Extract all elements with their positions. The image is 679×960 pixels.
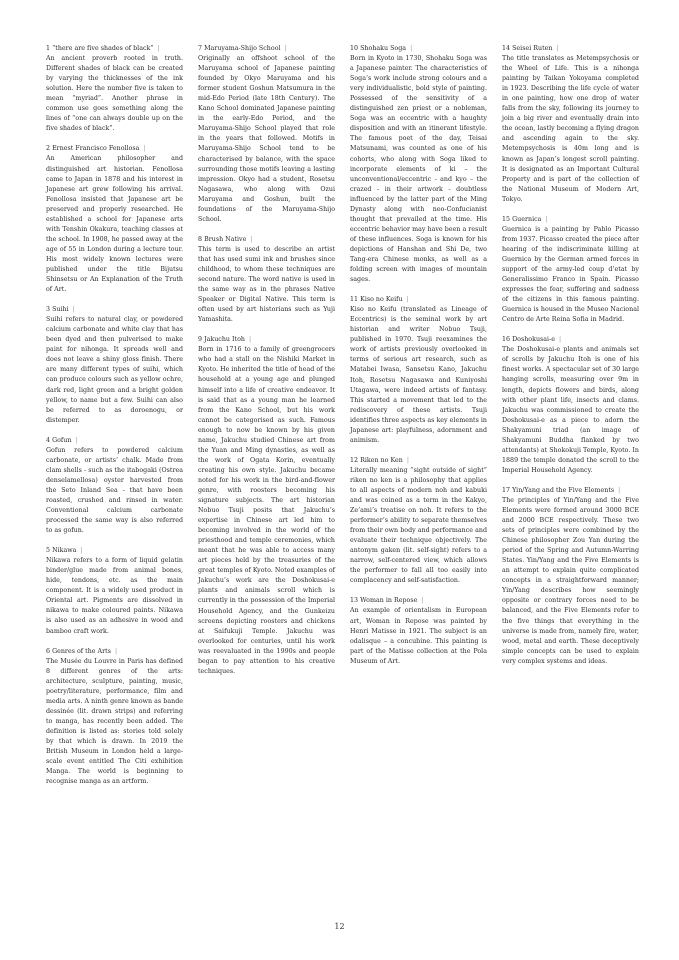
- entry-title: Brush Native: [204, 235, 247, 243]
- entry-separator: |: [72, 306, 75, 314]
- entry-title: Doshokusai-e: [512, 336, 555, 344]
- entry-heading: [46, 436, 183, 446]
- entry-number: 13: [350, 597, 359, 605]
- entry-number: 16: [502, 336, 511, 344]
- glossary-entry: [350, 456, 487, 587]
- entry-title: “there are five shades of black”: [52, 45, 154, 52]
- entry-number: 11: [350, 296, 359, 304]
- glossary-entry: [502, 44, 639, 205]
- entry-title: Riken no Ken: [360, 456, 403, 464]
- entry-separator: |: [559, 336, 562, 344]
- entry-separator: |: [250, 235, 253, 243]
- entry-heading: [46, 546, 183, 556]
- glossary-entry: [46, 436, 183, 536]
- entry-body: The Doshokusai-e plants and animals set of scrolls by Jakuchu Itoh is one of his finest works. A spectacular set of 30 large hanging scrolls, measuring over 9m in length, depicts flowers and birds, along with other plant life, insects and clams. Jakuchu was commissioned to create the Doshokusai-e as a piece to adorn the Shakyamuni triad (an image of Shakyamuni Buddha flanked by two attendants) at Shokokuji Temple, Kyoto. In 1889 the temple donated the scroll to the Imperial Household Agency.: [502, 346, 639, 474]
- entry-title: Genres of the Arts: [52, 647, 111, 655]
- glossary-columns: [46, 44, 639, 797]
- glossary-entry: [46, 144, 183, 295]
- entry-number: 12: [350, 456, 359, 464]
- glossary-entry: [502, 486, 639, 667]
- entry-separator: |: [545, 215, 548, 223]
- entry-number: 7: [198, 45, 203, 52]
- entry-number: 15: [502, 215, 511, 223]
- glossary-entry: [46, 647, 183, 788]
- entry-separator: |: [406, 296, 409, 304]
- entry-number: 10: [350, 45, 359, 52]
- entry-body: The principles of Yin/Yang and the Five Elements were formed around 3000 BCE and 2000 BCE respectively. These two sets of principles were combined by the Chinese philosopher Zou Yan during the period of the Spring and Autumn-Warring States. Yin/Yang and the Five Elements is an attempt to explain quite complicated concepts in a straightforward manner; Yin/Yang describes how seemingly opposite or contrary forces need to be balanced, and the Five Elements refer to the five things that everything in the universe is made from, namely fire, water, wood, metal and earth. These deceptively simple concepts can be used to explain very complex systems and ideas.: [502, 496, 639, 665]
- entry-number: 3: [46, 306, 51, 314]
- entry-heading: [502, 335, 639, 345]
- entry-heading: [502, 215, 639, 225]
- glossary-entry: [502, 335, 639, 476]
- glossary-entry: [350, 44, 487, 285]
- entry-body: An American philosopher and distinguished art historian. Fenollosa came to Japan in 1878 and his interest in Japanese art grew following his arrival. Fenollosa insisted that Japanese art be preserved and properly researched. He established a school for Japanese arts with Tenshin Okakura, teaching classes at the school. In 1908, he passed away at the age of 55 in London during a lecture tour. His most widely known lectures were published under the title Bijutsu Shinsetsu or An Explanation of the Truth of Art.: [46, 155, 183, 294]
- glossary-entry: [198, 335, 335, 677]
- entry-body: Kiso no Keifu (translated as Lineage of Eccentrics) is the seminal work by art historian and writer Nobuo Tsuji, published in 1970. Tsuji reexamines the work of artists previously overlooked in terms of serious art research, such as Matabei Iwasa, Sansetsu Kano, Jakuchu Itoh, Rosetsu Nagasawa and Kuniyoshi Utagawa, were indeed artists of fantasy. This started a movement that led to the rediscovery of these artists. Tsuji identifies three aspects as key elements in Japanese art: playfulness, adornment and animism.: [350, 306, 487, 444]
- entry-separator: |: [284, 45, 287, 52]
- entry-heading: [350, 295, 487, 305]
- entry-title: Guernica: [512, 215, 542, 223]
- glossary-entry: [46, 546, 183, 636]
- entry-separator: |: [410, 45, 413, 52]
- entry-heading: [502, 44, 639, 54]
- glossary-entry: [350, 295, 487, 446]
- entry-separator: |: [157, 45, 160, 52]
- entry-title: Ernest Francisco Fenollosa: [52, 145, 140, 153]
- entry-body: Literally meaning “sight outside of sight” riken no ken is a philosophy that applies to all aspects of modern noh and kabuki and was coined as a term in the Kakyo, Ze’ami’s treatise on noh. It refers to the performer’s ability to separate themselves from their own body and performance and evaluate their technique objectively. The antonym gaken (lit. self-sight) refers to a narrow, self-centered view, which allows the performer to fall all too easily into complacency and self-satisfaction.: [350, 466, 487, 585]
- entry-separator: |: [421, 597, 424, 605]
- entry-number: 8: [198, 235, 203, 243]
- glossary-column-4: [502, 44, 639, 797]
- entry-title: Yin/Yang and the Five Elements: [512, 486, 615, 494]
- entry-body: Born in 1716 to a family of greengrocers who had a stall on the Nishiki Market in Kyoto. He inherited the title of head of the household at a young age and plunged himself into a life of creative endeavor. It is said that as a young man he learned from the Kano School, but his work cannot be categorised as such. Famous enough to now be known by his given name, Jakuchu studied Chinese art from the Yuan and Ming dynasties, as well as the work of Ogata Korin, eventually creating his own style. Jakuchu became noted for his work in the bird-and-flower genre, with roosters becoming his signature subjects. The art historian Nobuo Tsuji posits that Jakuchu’s expertise in Chinese art led him to becoming involved in the world of the priesthood and temple ceremonies, which meant that he was able to access many art pieces held by the treasuries of the great temples of Kyoto. Noted examples of Jakuchu’s work are the Doshokusai-e plants and animals scroll which is currently in the possession of the Imperial Household Agency, and the Gunkeizu screens depicting roosters and chickens at Saifukuji Temple. Jakuchu was overlooked for centuries, until his work was reevaluated in the 1990s and people began to pay attention to his creative techniques.: [198, 346, 335, 675]
- entry-title: Jakuchu Itoh: [204, 336, 245, 344]
- entry-body: Nikawa refers to a form of liquid gelatin binder/glue made from animal bones, hide, tendons, etc. as the main component. It is a widely used product in Oriental art. Pigments are dissolved in nikawa to make coloured paints. Nikawa is also used as an adhesive in wood and bamboo craft work.: [46, 557, 183, 635]
- entry-body: Gofun refers to powdered calcium carbonate, or artists’ chalk. Made from clam shells - such as the itabogaki (Ostrea denselamellosa) oyster harvested from the Seto Inland Sea - that have been roasted, crushed and rinsed in water. Conventional calcium carbonate processed the same way is also referred to as gofun.: [46, 446, 183, 535]
- entry-number: 6: [46, 647, 51, 655]
- entry-heading: [350, 44, 487, 54]
- entry-title: Kiso no Keifu: [360, 296, 403, 304]
- entry-body: The title translates as Metempsychosis or the Wheel of Life. This is a nihonga painting by Taikan Yokoyama completed in 1923. Describing the life cycle of water in one painting, how one drop of water falls from the sky, following its journey to join a big river and eventually drain into the ocean, lastly becoming a flying dragon and ascending again to the sky. Metempsychosis is 40m long and is known as Japan’s longest scroll painting. It is designated as an Important Cultural Property and is part of the collection of the National Museum of Modern Art, Tokyo.: [502, 55, 639, 203]
- entry-separator: |: [143, 145, 146, 153]
- entry-body: Guernica is a painting by Pablo Picasso from 1937. Picasso created the piece after hearing of the indiscriminate killing at Guernica by the German armed forces in support of the army-led coup d’etat by Generalissimo Franco in Spain. Picasso expresses the fear, suffering and sadness of the citizens in this famous painting. Guernica is housed in the Museo Nacional Centro de Arte Reina Sofia in Madrid.: [502, 225, 639, 324]
- entry-title: Shohaku Soga: [360, 45, 407, 52]
- entry-heading: [198, 44, 335, 54]
- page-number: 12: [334, 922, 345, 931]
- entry-separator: |: [406, 456, 410, 464]
- entry-heading: [350, 456, 487, 466]
- entry-title: Gofun: [52, 436, 72, 444]
- entry-heading: [46, 144, 183, 154]
- entry-number: 4: [46, 436, 51, 444]
- entry-title: Suihi: [52, 306, 69, 314]
- glossary-column-2: [198, 44, 335, 797]
- entry-heading: [46, 305, 183, 315]
- entry-separator: |: [75, 436, 78, 444]
- entry-separator: |: [115, 647, 118, 655]
- glossary-entry: [46, 305, 183, 426]
- entry-body: Born in Kyoto in 1730, Shohaku Soga was a Japanese painter. The characteristics of Soga’s work include strong colours and a very individualistic, bold style of painting. Possessed of the sensitivity of a distinguished zen priest or a nobleman, Soga was an eccentric with a haughty disposition and with an itinerant lifestyle. The famous poet of the day, Teisai Matsunami, was counted as one of his cohorts, who along with Soga liked to incorporate elements of ki – the unconventional/eccentric - and kyo – the crazed - in their artwork - doubtless influenced by the latter part of the Ming Dynasty along with neo-Confucianist thought that prevailed at the time. His eccentric behavior may have been a result of these influences. Soga is known for his depictions of Hanshan and Shi De, two Tang-era Chinese monks, as well as a folding screen with images of mountain sages.: [350, 55, 487, 284]
- glossary-entry: [198, 44, 335, 225]
- glossary-entry: [198, 235, 335, 325]
- entry-body: The Musée du Louvre in Paris has defined 8 different genres of the arts: architecture, sculpture, painting, music, poetry/literature, performance, film and media arts. A ninth genre known as bande dessinée (lit. drawn strips) and referring to manga, has recently been added. The definition is listed as: stories told solely by that which is drawn. In 2019 the British Museum in London held a large-scale event entitled The Citi exhibition Manga. The world is beginning to recognise manga as an artform.: [46, 657, 183, 786]
- entry-number: 14: [502, 45, 511, 52]
- entry-separator: |: [249, 336, 252, 344]
- entry-heading: [198, 335, 335, 345]
- entry-heading: [46, 647, 183, 657]
- entry-title: Nikawa: [52, 547, 77, 555]
- glossary-column-1: [46, 44, 183, 797]
- entry-heading: [46, 44, 183, 54]
- entry-title: Maruyama-Shijo School: [204, 45, 281, 52]
- entry-body: Suihi refers to natural clay, or powdered calcium carbonate and white clay that has been dyed and then pulverised to make paint for nihonga. It spreads well and does not leave a shiny gloss finish. There are many different types of suihi, which can produce colours such as yellow ochre, dark red, light green and a bright golden yellow, to name but a few. Suihi can also be referred to as doroenogu, or distemper.: [46, 316, 183, 424]
- entry-title: Woman in Repose: [360, 597, 418, 605]
- glossary-entry: [502, 215, 639, 326]
- entry-body: An ancient proverb rooted in truth. Different shades of black can be created by varying the thicknesses of the ink solution. Here the number five is taken to mean “myriad”. Another phrase in common use goes something along the lines of “one can always double up on the five shades of black”.: [46, 55, 183, 133]
- entry-number: 9: [198, 336, 203, 344]
- glossary-column-3: [350, 44, 487, 797]
- entry-separator: |: [80, 547, 83, 555]
- entry-separator: |: [618, 486, 621, 494]
- entry-heading: [502, 486, 639, 496]
- entry-heading: [350, 596, 487, 606]
- entry-number: 17: [502, 486, 511, 494]
- entry-body: Originally an offshoot school of the Maruyama school of Japanese painting founded by Okyo Maruyama and his former student Goshun Matsumura in the mid-Edo Period (late 18th Century). The Kano School dominated Japanese painting in the early-Edo Period, and the Maruyama-Shijo School played that role in the years that followed. Motifs in Maruyama-Shijo School tend to be characterised by balance, with the space surrounding those motifs leaving a lasting impression. Okyo had a student, Rosetsu Nagasawa, who along with Ozui Maruyama and Goshun, built the foundations of the Maruyama-Shijo School.: [198, 55, 335, 223]
- entry-number: 1: [46, 45, 51, 52]
- entry-body: This term is used to describe an artist that has used sumi ink and brushes since childhood, to whom these techniques are second nature. The word native is used in the same way as in the phrases Native Speaker or Digital Native. This term is often used by art historians such as Yuji Yamashita.: [198, 245, 335, 324]
- entry-heading: [198, 235, 335, 245]
- entry-separator: |: [556, 45, 559, 52]
- entry-number: 2: [46, 145, 51, 153]
- glossary-entry: [46, 44, 183, 134]
- glossary-entry: [350, 596, 487, 666]
- entry-number: 5: [46, 547, 51, 555]
- entry-title: Seisei Ruten: [512, 45, 553, 52]
- entry-body: An example of orientalism in European art, Woman in Repose was painted by Henri Matisse in 1921. The subject is an odalisque – a concubine. This painting is part of the Matisse collection at the Pola Museum of Art.: [350, 607, 487, 665]
